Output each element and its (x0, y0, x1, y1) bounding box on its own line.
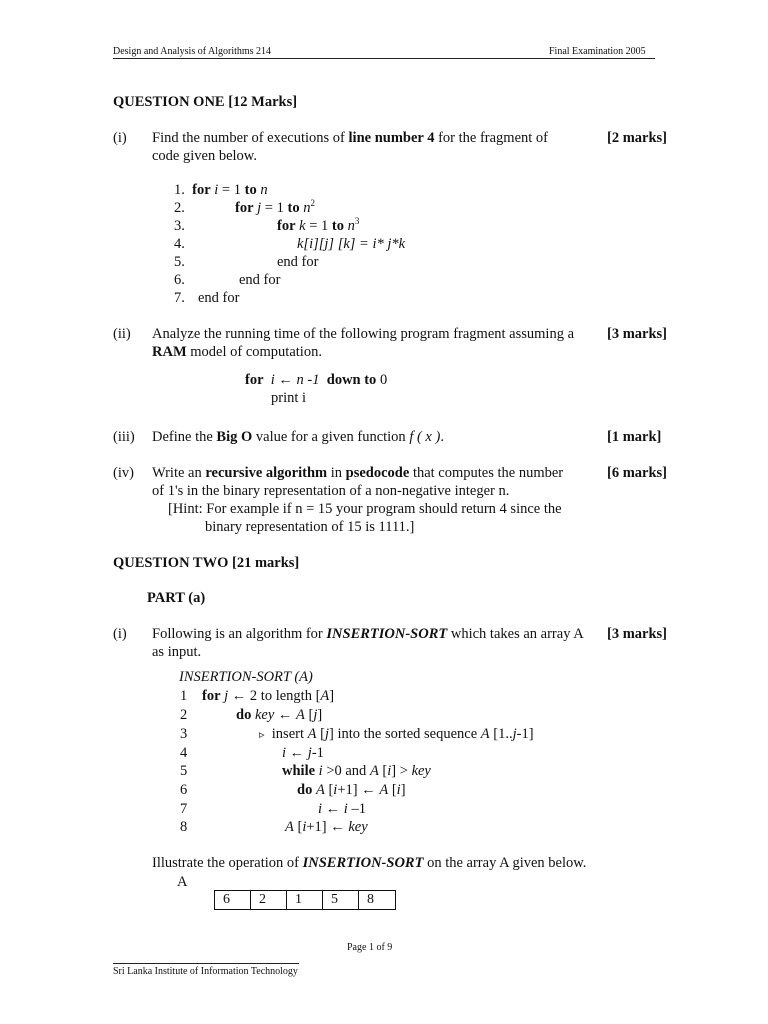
code-line-5: 5. (174, 254, 185, 270)
algo-line-num-3: 3 (180, 726, 188, 742)
algo-line-2: do key ← A [j] (236, 707, 323, 723)
q1-i-marks: [2 marks] (607, 130, 668, 146)
array-cell: 5 (323, 891, 359, 909)
q1-iv-number: (iv) (113, 465, 134, 481)
q1-heading: QUESTION ONE [12 Marks] (113, 94, 298, 110)
array-A (214, 890, 396, 910)
illustrate-text: Illustrate the operation of INSERTION-SORT on the array A given below. (152, 855, 587, 871)
algo-line-num-7: 7 (180, 801, 188, 817)
array-cell: 1 (287, 891, 323, 909)
q1-ii-marks: [3 marks] (607, 326, 668, 342)
code-line-6: 6. (174, 272, 185, 288)
q1-iv-line2: of 1's in the binary representation of a non-negative integer n. (152, 483, 510, 499)
header-left: Design and Analysis of Algorithms 214 (113, 46, 272, 57)
q2-i-line2: as input. (152, 644, 202, 660)
algo-line-num-1: 1 (180, 688, 188, 704)
array-cell: 8 (367, 892, 374, 907)
q1-i-number: (i) (113, 130, 127, 146)
header-rule (113, 58, 655, 59)
algo-line-num-2: 2 (180, 707, 188, 723)
q2-i-line1: Following is an algorithm for INSERTION-SORT which takes an array A (152, 626, 584, 642)
q2-i-marks: [3 marks] (607, 626, 668, 642)
q1-iii-marks: [1 mark] (607, 429, 662, 445)
q1-iv-hint2: binary representation of 15 is 1111.] (205, 519, 415, 535)
algo-line-num-8: 8 (180, 819, 188, 835)
q1-ii-line2: RAM model of computation. (152, 344, 322, 360)
algo-line-1: for j ← 2 to length [A] (202, 688, 335, 704)
q1-ii-line1: Analyze the running time of the following program fragment assuming a (152, 326, 575, 342)
algo-title: INSERTION-SORT (A) (179, 669, 313, 685)
code-line-3: 3. (174, 218, 185, 234)
code-line-1: 1. for i = 1 to n (174, 182, 268, 198)
algo-line-num-6: 6 (180, 782, 188, 798)
q1-iv-hint1: [Hint: For example if n = 15 your program should return 4 since the (168, 501, 562, 517)
algo-line-4: i ← j-1 (282, 745, 324, 761)
code-line-4-body: k[i][j] [k] = i* j*k (297, 236, 406, 252)
algo-line-num-4: 4 (180, 745, 188, 761)
algo-line-num-5: 5 (180, 763, 188, 779)
algo-line-6: do A [i+1] ← A [i] (297, 782, 406, 798)
code-line-6-body: end for (239, 272, 281, 288)
q1-ii-code2: print i (271, 390, 307, 406)
code-line-2-body: for j = 1 to $n^2$ (235, 198, 315, 216)
q2-i-number: (i) (113, 626, 127, 642)
algo-line-7: i ← i –1 (318, 801, 366, 817)
q1-iv-marks: [6 marks] (607, 465, 668, 481)
array-label: A (177, 874, 188, 890)
code-line-7: 7. (174, 290, 185, 306)
page-number: Page 1 of 9 (347, 942, 393, 953)
array-cell: 6 (215, 891, 251, 909)
footer-institute: Sri Lanka Institute of Information Technology (113, 966, 298, 977)
q1-iii-number: (iii) (113, 429, 135, 445)
code-line-2: 2. (174, 200, 185, 216)
q1-i-line2: code given below. (152, 148, 257, 164)
q1-ii-number: (ii) (113, 326, 131, 342)
code-line-3-body: for k = 1 to $n^3$ (277, 216, 360, 234)
code-line-7-body: end for (198, 290, 240, 306)
q1-iii-text: Define the Big O value for a given function f ( x ). (152, 429, 444, 445)
code-line-5-body: end for (277, 254, 319, 270)
array-cell: 2 (251, 891, 287, 909)
q1-i-line1: Find the number of executions of line number 4 for the fragment of (152, 130, 549, 146)
q2-heading: QUESTION TWO [21 marks] (113, 555, 300, 571)
algo-line-3: ▹ insert A [j] into the sorted sequence A [1..j-1] (259, 726, 534, 742)
algo-line-5: while i >0 and A [i] > key (282, 763, 431, 779)
footer-rule (113, 963, 299, 964)
header-right: Final Examination 2005 (549, 46, 646, 57)
q1-ii-code1: for i ← n -1 down to 0 (245, 372, 388, 388)
q2-part-a: PART (a) (147, 590, 206, 606)
algo-line-8: A [i+1] ← key (285, 819, 368, 835)
q1-iv-line1: Write an recursive algorithm in psedocode that computes the number (152, 465, 564, 481)
code-line-4: 4. (174, 236, 185, 252)
